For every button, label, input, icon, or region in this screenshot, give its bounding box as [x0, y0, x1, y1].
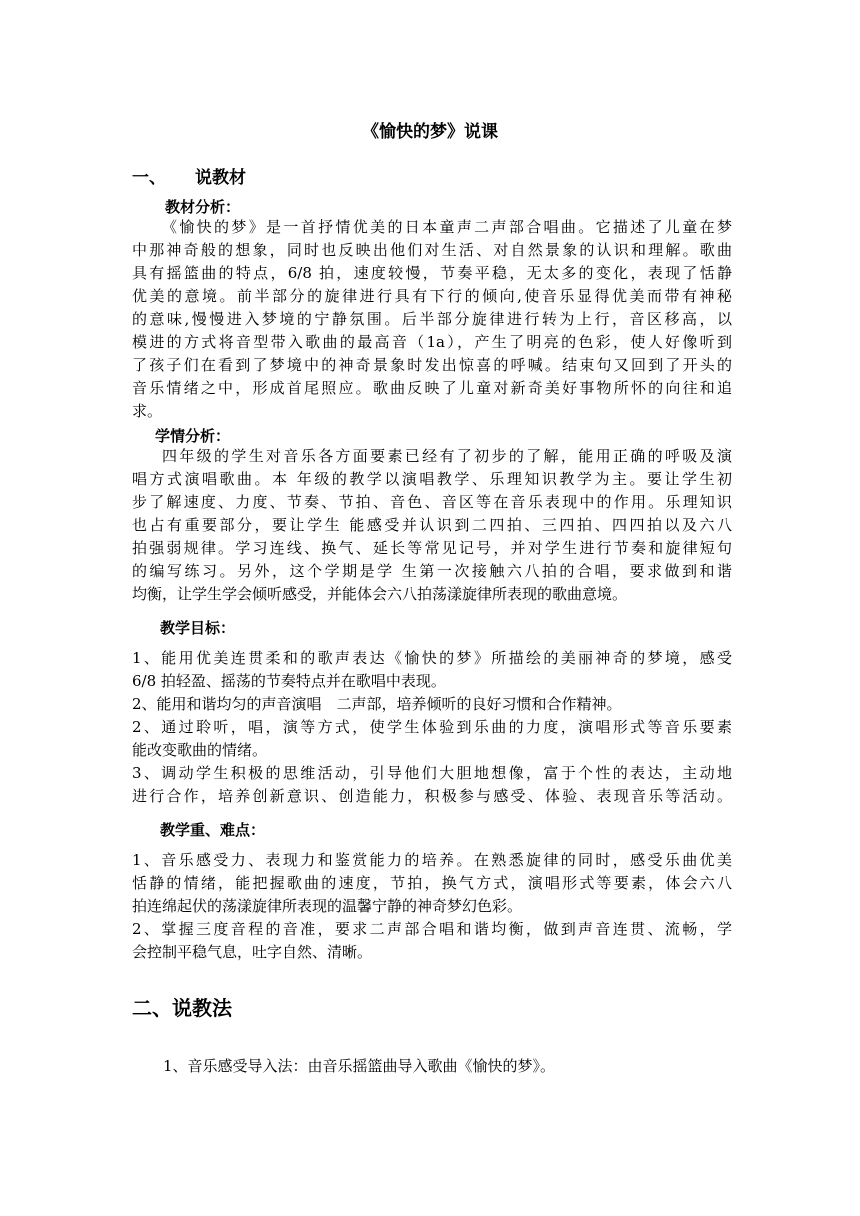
paragraph-line: 求。 — [132, 402, 163, 420]
key-point-line: 1、音乐感受力、表现力和鉴赏能力的培养。在熟悉旋律的同时，感受乐曲优美 — [132, 851, 732, 869]
paragraph-line: 《愉快的梦》是一首抒情优美的日本童声二声部合唱曲。它描述了儿童在梦 — [162, 218, 732, 236]
key-point-line: 拍连绵起伏的荡漾旋律所表现的温馨宁静的神奇梦幻色彩。 — [132, 897, 523, 915]
goal-line: 6/8 拍轻盈、摇荡的节奏特点并在歌唱中表现。 — [132, 672, 446, 690]
method-item: 1、音乐感受导入法：由音乐摇篮曲导入歌曲《愉快的梦》。 — [163, 1057, 556, 1075]
paragraph-line: 均衡，让学生学会倾听感受，并能体会六八拍荡漾旋律所表现的歌曲意境。 — [132, 585, 628, 603]
student-analysis-heading: 学情分析： — [155, 427, 231, 445]
section2-heading: 二、说教法 — [132, 996, 232, 1020]
paragraph-line: 具有摇篮曲的特点，6/8 拍，速度较慢，节奏平稳，无太多的变化，表现了恬静 — [132, 264, 732, 282]
goal-line: 进行合作，培养创新意识、创造能力，积极参与感受、体验、表现音乐等活动。 — [132, 787, 732, 805]
paragraph-line: 拍强弱规律。学习连线、换气、延长等常见记号，并对学生进行节奏和旋律短句 — [132, 539, 732, 557]
teaching-goals-heading: 教学目标： — [160, 619, 236, 637]
paragraph-line: 的意味,慢慢进入梦境的宁静氛围。后半部分旋律进行转为上行，音区移高，以 — [132, 310, 732, 328]
goal-line: 1、能用优美连贯柔和的歌声表达《愉快的梦》所描绘的美丽神奇的梦境，感受 — [132, 649, 732, 667]
paragraph-line: 的编写练习。另外，这个学期是学 生第一次接触六八拍的合唱，要求做到和谐 — [132, 562, 732, 580]
section1-number: 一、 — [132, 168, 166, 188]
paragraph-line: 模进的方式将音型带入歌曲的最高音（1a），产生了明亮的色彩，使人好像听到 — [132, 333, 732, 351]
paragraph-line: 唱方式演唱歌曲。本 年级的教学以演唱教学、乐理知识教学为主。要让学生初 — [132, 470, 732, 488]
textbook-analysis-heading: 教材分析： — [165, 198, 241, 216]
goal-line: 能改变歌曲的情绪。 — [132, 741, 268, 759]
key-point-line: 2、掌握三度音程的音准，要求二声部合唱和谐均衡，做到声音连贯、流畅，学 — [132, 920, 732, 938]
section1-heading: 说教材 — [195, 168, 246, 188]
key-point-line: 恬静的情绪，能把握歌曲的速度，节拍，换气方式，演唱形式等要素，体会六八 — [132, 874, 732, 892]
goal-line: 2、能用和谐均匀的声音演唱 二声部，培养倾听的良好习惯和合作精神。 — [132, 695, 622, 713]
paragraph-line: 了孩子们在看到了梦境中的神奇景象时发出惊喜的呼喊。结束句又回到了开头的 — [132, 356, 732, 374]
paragraph-line: 中那神奇般的想象，同时也反映出他们对生活、对自然景象的认识和理解。歌曲 — [132, 241, 732, 259]
paragraph-line: 优美的意境。前半部分的旋律进行具有下行的倾向,使音乐显得优美而带有神秘 — [132, 287, 732, 305]
paragraph-line: 四年级的学生对音乐各方面要素已经有了初步的了解，能用正确的呼吸及演 — [162, 447, 732, 465]
paragraph-line: 步了解速度、力度、节奏、节拍、音色、音区等在音乐表现中的作用。乐理知识 — [132, 493, 732, 511]
key-point-line: 会控制平稳气息，吐字自然、清晰。 — [132, 943, 373, 961]
paragraph-line: 也占有重要部分，要让学生 能感受并认识到二四拍、三四拍、四四拍以及六八 — [132, 516, 732, 534]
goal-line: 2、通过聆听，唱，演等方式，使学生体验到乐曲的力度，演唱形式等音乐要素 — [132, 718, 732, 736]
goal-line: 3、调动学生积极的思维活动，引导他们大胆地想像，富于个性的表达，主动地 — [132, 764, 732, 782]
document-title: 《愉快的梦》说课 — [362, 122, 498, 142]
key-points-heading: 教学重、难点： — [160, 821, 266, 839]
paragraph-line: 音乐情绪之中，形成首尾照应。歌曲反映了儿童对新奇美好事物所怀的向往和追 — [132, 379, 732, 397]
